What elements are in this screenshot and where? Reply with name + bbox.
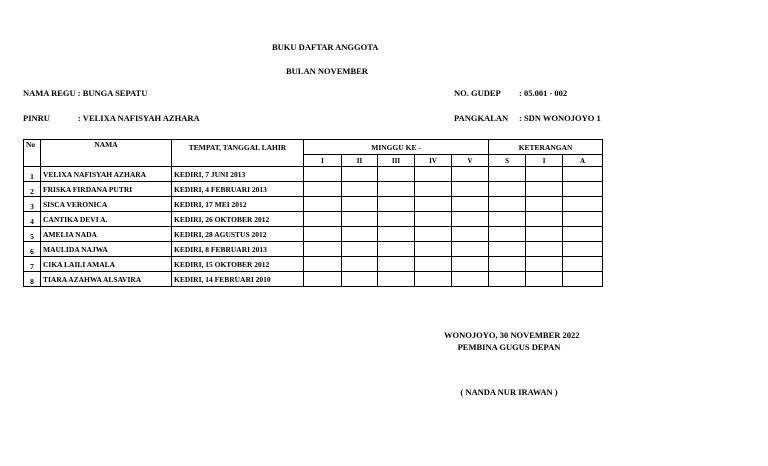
keterangan-cell [526, 167, 563, 182]
row-ttl: KEDIRI, 8 FEBRUARI 2013 [172, 242, 304, 257]
attendance-cell [452, 197, 489, 212]
member-table [23, 139, 603, 287]
keterangan-cell [489, 182, 526, 197]
row-nama: FRISKA FIRDANA PUTRI [41, 182, 172, 197]
attendance-cell [452, 212, 489, 227]
table-row [24, 227, 603, 242]
attendance-cell [415, 212, 452, 227]
attendance-cell [452, 272, 489, 287]
attendance-cell [452, 182, 489, 197]
attendance-cell [378, 242, 415, 257]
keterangan-cell [489, 167, 526, 182]
keterangan-cell [526, 257, 563, 272]
table-row [24, 242, 603, 257]
keterangan-cell [526, 197, 563, 212]
header-minggu-col: II [342, 155, 378, 167]
keterangan-cell [563, 242, 603, 257]
keterangan-cell [563, 227, 603, 242]
table-row [24, 212, 603, 227]
attendance-cell [415, 167, 452, 182]
row-nama: CANTIKA DEVI A. [41, 212, 172, 227]
attendance-cell [304, 182, 342, 197]
keterangan-cell [563, 212, 603, 227]
keterangan-cell [563, 272, 603, 287]
keterangan-cell [489, 227, 526, 242]
row-ttl: KEDIRI, 28 AGUSTUS 2012 [172, 227, 304, 242]
attendance-cell [378, 182, 415, 197]
document-title: BUKU DAFTAR ANGGOTA [272, 42, 379, 52]
row-no: 2 [24, 182, 41, 197]
attendance-cell [415, 197, 452, 212]
header-keterangan: KETERANGAN [489, 140, 603, 155]
row-ttl: KEDIRI, 4 FEBRUARI 2013 [172, 182, 304, 197]
document-month: BULAN NOVEMBER [286, 66, 368, 76]
table-row [24, 167, 603, 182]
attendance-cell [304, 257, 342, 272]
keterangan-cell [526, 182, 563, 197]
row-ttl: KEDIRI, 26 OKTOBER 2012 [172, 212, 304, 227]
row-ttl: KEDIRI, 7 JUNI 2013 [172, 167, 304, 182]
header-ket-col: I [526, 155, 563, 167]
row-nama: MAULIDA NAJWA [41, 242, 172, 257]
attendance-cell [342, 197, 378, 212]
header-nama: NAMA [41, 140, 172, 167]
signature-name: ( NANDA NUR IRAWAN ) [460, 387, 558, 397]
keterangan-cell [563, 182, 603, 197]
row-no: 4 [24, 212, 41, 227]
pangkalan-label: PANGKALAN [454, 113, 509, 123]
row-no: 8 [24, 272, 41, 287]
attendance-cell [415, 182, 452, 197]
attendance-cell [378, 257, 415, 272]
keterangan-cell [526, 242, 563, 257]
signature-role: PEMBINA GUGUS DEPAN [457, 342, 561, 352]
attendance-cell [378, 227, 415, 242]
table-row [24, 257, 603, 272]
keterangan-cell [526, 227, 563, 242]
row-nama: CIKA LAILI AMALA [41, 257, 172, 272]
attendance-cell [452, 167, 489, 182]
regu-label: NAMA REGU : BUNGA SEPATU [23, 88, 148, 98]
attendance-cell [342, 272, 378, 287]
row-no: 1 [24, 167, 41, 182]
row-nama: SISCA VERONICA [41, 197, 172, 212]
header-minggu-col: IV [415, 155, 452, 167]
header-no: No [24, 140, 41, 167]
header-minggu-col: I [304, 155, 342, 167]
attendance-cell [378, 167, 415, 182]
keterangan-cell [489, 212, 526, 227]
table-row [24, 272, 603, 287]
keterangan-cell [489, 272, 526, 287]
keterangan-cell [489, 242, 526, 257]
table-row [24, 197, 603, 212]
signature-place-date: WONOJOYO, 30 NOVEMBER 2022 [444, 330, 580, 340]
keterangan-cell [563, 257, 603, 272]
member-rows [24, 167, 603, 287]
attendance-cell [304, 242, 342, 257]
row-no: 6 [24, 242, 41, 257]
pangkalan-value: : SDN WONOJOYO 1 [519, 113, 601, 123]
attendance-cell [378, 272, 415, 287]
attendance-cell [378, 197, 415, 212]
keterangan-cell [563, 167, 603, 182]
keterangan-cell [489, 257, 526, 272]
gudep-label: NO. GUDEP [454, 88, 501, 98]
header-ket-col: S [489, 155, 526, 167]
attendance-cell [452, 242, 489, 257]
attendance-cell [342, 242, 378, 257]
row-no: 5 [24, 227, 41, 242]
pinru-value: : VELIXA NAFISYAH AZHARA [78, 113, 200, 123]
pinru-label: PINRU [23, 113, 50, 123]
attendance-cell [304, 272, 342, 287]
keterangan-cell [526, 212, 563, 227]
keterangan-cell [489, 197, 526, 212]
attendance-cell [342, 257, 378, 272]
attendance-cell [415, 272, 452, 287]
row-ttl: KEDIRI, 17 MEI 2012 [172, 197, 304, 212]
attendance-cell [342, 227, 378, 242]
attendance-cell [378, 212, 415, 227]
header-ttl: TEMPAT, TANGGAL LAHIR [172, 140, 304, 167]
gudep-value: : 05.001 - 002 [519, 88, 568, 98]
attendance-cell [415, 257, 452, 272]
attendance-cell [342, 212, 378, 227]
keterangan-cell [563, 197, 603, 212]
row-nama: TIARA AZAHWA ALSAVIRA [41, 272, 172, 287]
row-nama: AMELIA NADA [41, 227, 172, 242]
row-nama: VELIXA NAFISYAH AZHARA [41, 167, 172, 182]
keterangan-cell [526, 272, 563, 287]
attendance-cell [415, 242, 452, 257]
table-row [24, 182, 603, 197]
attendance-cell [304, 227, 342, 242]
attendance-cell [452, 227, 489, 242]
attendance-cell [304, 167, 342, 182]
row-ttl: KEDIRI, 14 FEBRUARI 2010 [172, 272, 304, 287]
attendance-cell [342, 182, 378, 197]
header-minggu-col: III [378, 155, 415, 167]
row-no: 7 [24, 257, 41, 272]
attendance-cell [342, 167, 378, 182]
row-no: 3 [24, 197, 41, 212]
header-ket-col: A [563, 155, 603, 167]
attendance-cell [415, 227, 452, 242]
attendance-cell [304, 197, 342, 212]
header-minggu: MINGGU KE - [304, 140, 489, 155]
attendance-cell [304, 212, 342, 227]
attendance-cell [452, 257, 489, 272]
header-minggu-col: V [452, 155, 489, 167]
row-ttl: KEDIRI, 15 OKTOBER 2012 [172, 257, 304, 272]
